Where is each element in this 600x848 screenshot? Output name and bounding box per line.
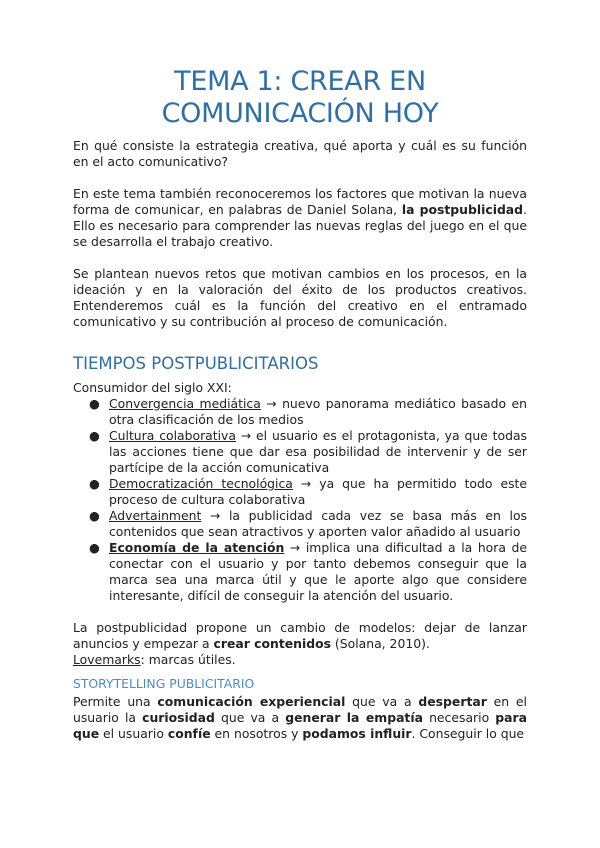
list-item (89, 476, 528, 508)
list-item-term: Democratización tecnológica (109, 476, 293, 491)
list-item-text: → el usuario es el protagonista, ya que todas las acciones tiene que dar esa posibilidad de intervenir y de ser partícipe de la acción comunicativa (109, 428, 527, 475)
st-text: . Conseguir lo que (411, 726, 525, 741)
st-bold: despertar (418, 694, 487, 709)
p4-text-b: (Solana, 2010). (330, 636, 430, 651)
bullet-icon: ● (89, 508, 100, 523)
list-item-text: → la publicidad cada vez se basa más en los contenidos que sean atractivos y aporten valor añadido al usuario (109, 508, 527, 539)
list-item-term: Cultura colaborativa (109, 428, 236, 443)
list-item-term: Economía de la atención (109, 540, 285, 555)
st-text: necesario (422, 710, 496, 725)
st-bold: curiosidad (142, 710, 215, 725)
st-bold: comunicación experiencial (157, 694, 346, 709)
st-text: Permite una (73, 694, 158, 709)
list-item (89, 508, 527, 540)
retos-paragraph: Se plantean nuevos retos que motivan cambios en los procesos, en la ideación y en la valoración del éxito de los productos creativos. Entenderemos cuál es la función del creativo en el entramado comunicativo y su contribución al proceso de comunicación. (73, 266, 527, 329)
consumer-list (73, 396, 527, 604)
list-item-text: → implica una dificultad a la hora de conectar con el usuario y por tanto debemos conseguir que la marca sea una marca útil y que le aporte algo que considere interesante, difícil de conseguir la atención del usuario. (109, 540, 527, 603)
p2-text-a: En este tema también reconoceremos los factores que motivan la nueva forma de comunicar, en palabras de Daniel Solana, (73, 186, 527, 217)
subsection-heading: STORYTELLING PUBLICITARIO (73, 676, 255, 691)
bullet-icon: ● (89, 540, 100, 555)
p2-bold: la postpublicidad (401, 202, 524, 217)
list-item (89, 540, 527, 604)
storytelling-paragraph (73, 694, 527, 742)
lovemarks-term: Lovemarks (73, 652, 141, 667)
st-text: el usuario (99, 726, 168, 741)
st-bold: podamos influir (302, 726, 412, 741)
p4-text-a: La postpublicidad propone un cambio de modelos: dejar de lanzar anuncios y empezar a (73, 620, 527, 651)
intro-paragraph: En qué consiste la estrategia creativa, qué aporta y cuál es su función en el acto comunicativo? (73, 138, 527, 169)
page-title (73, 66, 527, 130)
consumer-intro: Consumidor del siglo XXI: (73, 380, 232, 395)
title-line-1: TEMA 1: CREAR EN (174, 66, 426, 97)
list-item-term: Advertainment (109, 508, 202, 523)
models-paragraph (73, 620, 527, 652)
bullet-icon: ● (89, 476, 100, 491)
st-bold: para que (73, 710, 527, 741)
lovemarks-text: : marcas útiles. (140, 652, 236, 667)
list-item-term: Convergencia mediática (109, 396, 261, 411)
st-text: que va a (345, 694, 419, 709)
st-text: en el usuario la (73, 694, 527, 725)
list-item (89, 396, 527, 428)
postpublicidad-paragraph (73, 186, 527, 250)
bullet-icon: ● (89, 396, 100, 411)
list-item-text: → ya que ha permitido todo este proceso de cultura colaborativa (109, 476, 528, 507)
p4-bold: crear contenidos (213, 636, 331, 651)
st-text: en nosotros y (210, 726, 303, 741)
p2-text-b: . Ello es necesario para comprender las nuevas reglas del juego en el que se desarrolla el trabajo creativo. (73, 202, 527, 249)
list-item-text: → nuevo panorama mediático basado en otra clasificación de los medios (109, 396, 527, 427)
lovemarks-line (73, 652, 527, 668)
st-bold: generar la empatía (285, 710, 423, 725)
list-item (89, 428, 527, 476)
title-line-2: COMUNICACIÓN HOY (161, 98, 439, 129)
document-page (73, 66, 527, 742)
st-bold: confíe (167, 726, 211, 741)
section-heading: TIEMPOS POSTPUBLICITARIOS (73, 354, 319, 373)
st-text: que va a (214, 710, 286, 725)
bullet-icon: ● (89, 428, 100, 443)
